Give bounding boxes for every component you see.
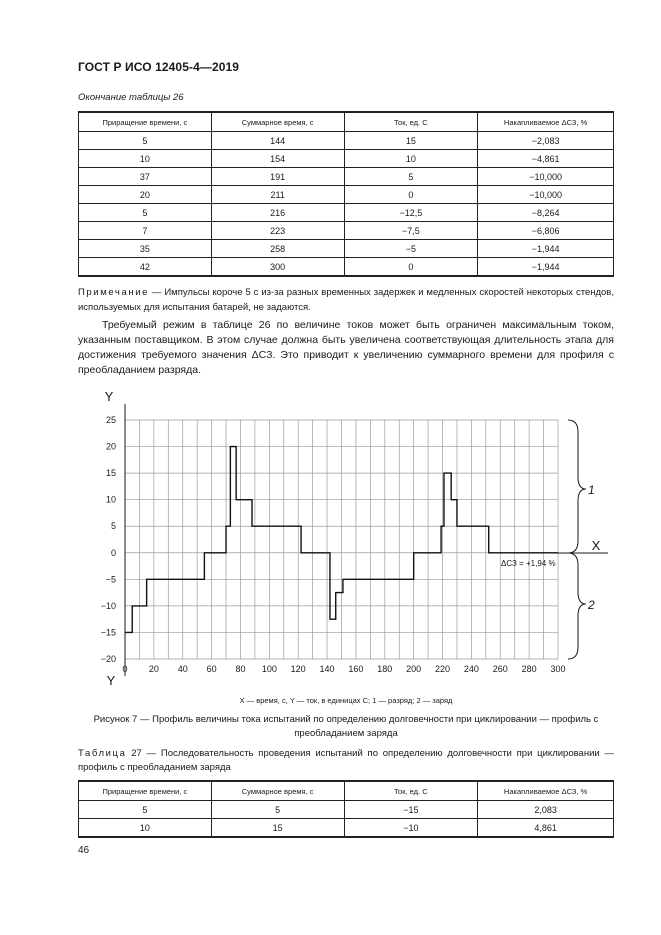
table-row	[79, 150, 614, 168]
table-cell: 10	[79, 819, 212, 838]
table-cell: 5	[79, 204, 212, 222]
table-cell: 2,083	[478, 801, 614, 819]
column-header: Приращение времени, с	[79, 781, 212, 801]
table-cell: 216	[211, 204, 344, 222]
document-header: ГОСТ Р ИСО 12405-4—2019	[78, 60, 240, 74]
table-26-end	[78, 111, 614, 277]
table-cell: −7,5	[344, 222, 478, 240]
table-cell: 5	[211, 801, 344, 819]
table-cell: 20	[79, 186, 212, 204]
figure-legend: X — время, с, Y — ток, в единицах C; 1 — разряд; 2 — заряд	[239, 696, 453, 705]
x-tick-label: 200	[406, 664, 422, 674]
x-tick-label: 140	[319, 664, 335, 674]
column-header: Суммарное время, с	[211, 781, 344, 801]
brace-upper	[568, 420, 586, 553]
x-tick-label: 120	[290, 664, 306, 674]
column-header: Суммарное время, с	[211, 112, 344, 132]
brace-lower-label: 2	[588, 598, 595, 612]
y-axis-label-bottom: Y	[106, 673, 116, 688]
column-header: Накапливаемое ΔСЗ, %	[478, 112, 614, 132]
column-header: Ток, ед. C	[344, 112, 478, 132]
table-row	[79, 204, 614, 222]
table-cell: 35	[79, 240, 212, 258]
table-cell: −1,944	[478, 258, 614, 277]
table-note	[78, 285, 614, 315]
y-tick-label: 15	[105, 468, 116, 479]
table-cell: 0	[344, 258, 478, 277]
current-profile-chart	[78, 382, 614, 694]
table-cell: 191	[211, 168, 344, 186]
y-tick-label: 10	[105, 494, 116, 505]
table-cell: −12,5	[344, 204, 478, 222]
table-cell: −10,000	[478, 186, 614, 204]
table-cell: −10	[344, 819, 478, 838]
table-row	[79, 258, 614, 277]
y-tick-label: −15	[100, 627, 116, 638]
x-tick-label: 80	[235, 664, 246, 674]
column-header: Приращение времени, с	[79, 112, 212, 132]
table1-caption: Окончание таблицы 26	[78, 92, 184, 103]
table-cell: 300	[211, 258, 344, 277]
column-header: Накапливаемое ΔСЗ, %	[478, 781, 614, 801]
table-row	[79, 240, 614, 258]
table-cell: 211	[211, 186, 344, 204]
x-tick-label: 300	[550, 664, 566, 674]
x-tick-label: 160	[348, 664, 364, 674]
x-tick-label: 60	[206, 664, 217, 674]
x-tick-label: 260	[492, 664, 508, 674]
table-cell: 0	[344, 186, 478, 204]
y-tick-label: −10	[100, 600, 116, 611]
table-cell: 42	[79, 258, 212, 277]
y-tick-label: −5	[105, 574, 116, 585]
table-cell: 15	[211, 819, 344, 838]
table-cell: −6,806	[478, 222, 614, 240]
figure-caption: Рисунок 7 — Профиль величины тока испытаний по определению долговечности при циклировании — профиль с преобладанием заряда	[93, 714, 599, 739]
table-cell: −8,264	[478, 204, 614, 222]
table-cell: 5	[79, 801, 212, 819]
table-header-row	[79, 781, 614, 801]
table-row	[79, 132, 614, 150]
table-cell: 154	[211, 150, 344, 168]
table-cell: 10	[344, 150, 478, 168]
x-tick-label: 40	[177, 664, 188, 674]
note-text: — Импульсы короче 5 с из-за разных временных задержек и медленных скоростей некоторых стендов, используемых для испытания батарей, не задаются.	[78, 287, 614, 313]
y-tick-label: 0	[110, 547, 116, 558]
table-cell: −4,861	[478, 150, 614, 168]
table-cell: 223	[211, 222, 344, 240]
table-header-row	[79, 112, 614, 132]
y-tick-label: 5	[110, 521, 116, 532]
chart-grid	[125, 404, 558, 676]
table-row	[79, 819, 614, 838]
x-axis-label: X	[591, 538, 601, 553]
y-tick-label: 25	[105, 415, 116, 425]
y-tick-label: −20	[100, 654, 116, 664]
table2-caption-text: 27 — Последовательность проведения испытаний по определению долговечности при циклировании — профиль с преобладанием заряда	[78, 748, 614, 773]
table-cell: 144	[211, 132, 344, 150]
x-tick-label: 220	[435, 664, 451, 674]
table-cell: 258	[211, 240, 344, 258]
x-tick-label: 240	[463, 664, 479, 674]
table-cell: −15	[344, 801, 478, 819]
table-cell: 4,861	[478, 819, 614, 838]
x-tick-label: 20	[148, 664, 159, 674]
table-cell: −1,944	[478, 240, 614, 258]
x-tick-label: 0	[122, 664, 128, 674]
table-cell: −2,083	[478, 132, 614, 150]
table2-caption	[78, 747, 614, 775]
x-tick-label: 180	[377, 664, 393, 674]
table-cell: 10	[79, 150, 212, 168]
delta-annotation: ΔСЗ = +1,94 %	[501, 559, 556, 568]
body-paragraph: Требуемый режим в таблице 26 по величине токов может быть ограничен максимальным током, указанным поставщиком. В этом случае должна быть увеличена соответствующая длительность этапа для достижения требуемого значения ΔСЗ. Это приводит к увеличению суммарного времени для профиля с преобладанием разряда.	[78, 319, 614, 376]
table-cell: −10,000	[478, 168, 614, 186]
table2-caption-label: Таблица	[78, 748, 127, 759]
note-label: Примечание	[78, 287, 149, 298]
table-row	[79, 168, 614, 186]
brace-upper-label: 1	[588, 483, 595, 497]
table-27	[78, 780, 614, 838]
table-cell: 7	[79, 222, 212, 240]
table-cell: −5	[344, 240, 478, 258]
table-row	[79, 222, 614, 240]
brace-lower	[568, 553, 586, 659]
table-cell: 5	[79, 132, 212, 150]
y-tick-label: 20	[105, 441, 116, 452]
x-tick-label: 100	[261, 664, 277, 674]
table-row	[79, 186, 614, 204]
y-axis-label-top: Y	[104, 389, 114, 404]
page-number: 46	[78, 845, 90, 856]
x-tick-label: 280	[521, 664, 537, 674]
table-cell: 15	[344, 132, 478, 150]
table-cell: 37	[79, 168, 212, 186]
table-row	[79, 801, 614, 819]
column-header: Ток, ед. C	[344, 781, 478, 801]
chart-tick-labels	[101, 415, 566, 674]
table-cell: 5	[344, 168, 478, 186]
